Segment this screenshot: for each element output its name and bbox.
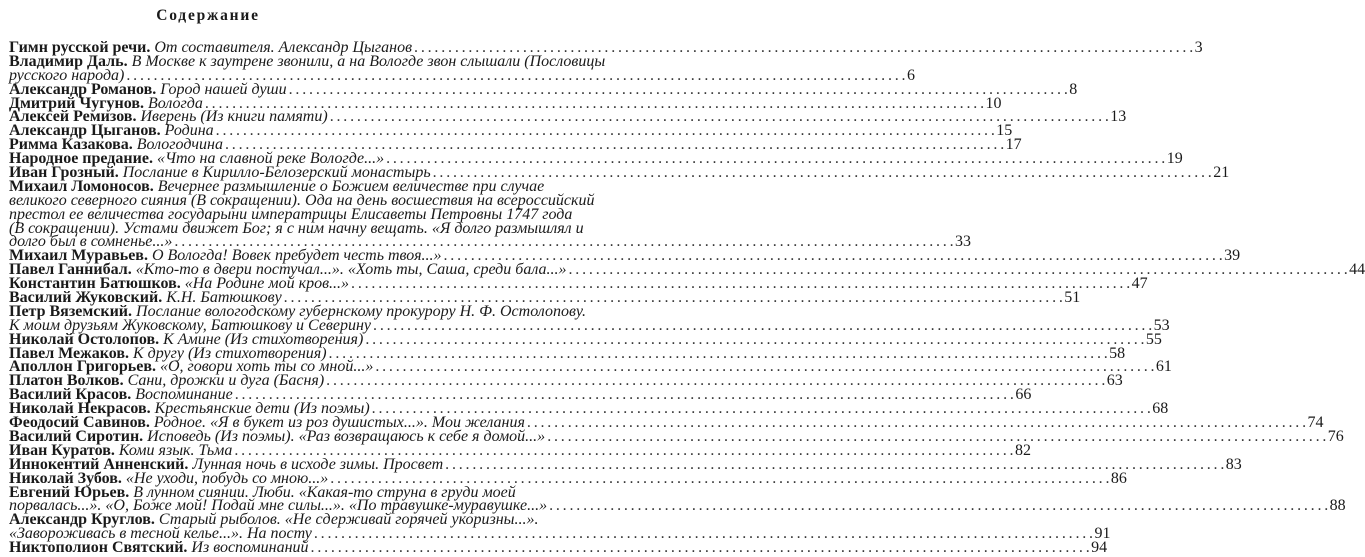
page-number: 91 [1094, 525, 1111, 543]
toc-work-title: . Вологда [139, 94, 203, 112]
toc-line [9, 469, 1127, 487]
toc-author: Александр Цыганов [9, 122, 157, 140]
toc-line [9, 539, 1108, 557]
toc-entry[interactable] [9, 275, 1148, 293]
toc-line [9, 164, 1230, 182]
toc-line [9, 372, 1123, 390]
toc-author: Павел Межаков [9, 344, 126, 362]
toc-line [9, 330, 1162, 348]
toc-work-title: русского народа) [9, 66, 125, 84]
toc-author: Николай Остолопов [9, 330, 156, 348]
toc-work-title: . В Москве к заутрене звонили, а на Вологде звон слышали (Пословицы [123, 52, 606, 70]
toc-work-title: порвалась...». «О, Боже мой! Подай мне силы...». «По травушке-муравушке...» [9, 497, 548, 515]
toc-author: Михаил Ломоносов [9, 177, 150, 195]
page-number: 55 [1145, 330, 1162, 348]
toc-line [9, 80, 1078, 98]
page-number: 17 [1005, 136, 1022, 154]
toc-work-title: . «Не уходи, побудь со мною...» [117, 469, 329, 487]
toc-entry[interactable] [9, 469, 1127, 487]
toc-line [9, 441, 1031, 459]
toc-line [9, 233, 971, 251]
page-number: 61 [1155, 358, 1172, 376]
page-number: 94 [1091, 539, 1108, 557]
toc-author: Александр Романов [9, 80, 153, 98]
toc-entry[interactable] [9, 164, 1230, 182]
page-number: 51 [1064, 289, 1081, 307]
toc-author: Константин Батюшков [9, 275, 177, 293]
toc-line [9, 191, 595, 209]
toc-line [9, 497, 1346, 515]
toc-work-title: (В сокращении). Устами движет Бог; я с ним начну вещать. «Я долго размышлял и [9, 219, 584, 237]
toc-work-title: . Крестьянские дети (Из поэмы) [146, 400, 370, 418]
toc-line [9, 94, 1002, 112]
page-number: 88 [1329, 497, 1346, 515]
dot-leader [433, 164, 1212, 182]
toc-line [9, 219, 584, 237]
toc-author: Николай Зубов [9, 469, 118, 487]
toc-line [9, 316, 1170, 334]
page-number: 21 [1213, 164, 1230, 182]
toc-entry[interactable] [9, 539, 1108, 557]
toc-author: Василий Жуковский [9, 289, 159, 307]
page-number: 76 [1327, 427, 1344, 445]
toc-work-title: К моим друзьям Жуковскому, Батюшкову и Северину [9, 316, 372, 334]
toc-author: Петр Вяземский [9, 302, 129, 320]
toc-entry[interactable] [9, 455, 1242, 473]
toc-work-title: . Вологодчина [128, 136, 223, 154]
toc-entry[interactable] [9, 122, 1013, 140]
toc-work-title: . Сани, дрожки и дуга (Басня) [119, 372, 325, 390]
page-number: 83 [1225, 455, 1242, 473]
page-number: 86 [1110, 469, 1127, 487]
toc-author: Римма Казакова [9, 136, 129, 154]
toc-work-title: «Завороживась в тесной келье...». На посту [9, 525, 312, 543]
page-number: 82 [1014, 441, 1031, 459]
toc-author: Иван Грозный [9, 164, 115, 182]
toc-line [9, 525, 1111, 543]
toc-entry[interactable] [9, 52, 915, 84]
toc-entry[interactable] [9, 247, 1241, 265]
page-number: 3 [1194, 39, 1203, 56]
toc-line [9, 150, 1183, 168]
toc-author: Михаил Муравьев [9, 247, 144, 265]
toc-entry[interactable] [9, 511, 1111, 543]
toc-work-title: престол ее величества государыни императрицы Елисаветы Петровны 1747 года [9, 205, 573, 223]
dot-leader [311, 539, 1090, 557]
toc-work-title: . «Кто-то в двери постучал...». «Хоть ты, Саша, среди бала...» [127, 261, 567, 279]
toc-author: Аполлон Григорьев [9, 358, 152, 376]
toc-author: Евгений Юрьев [9, 483, 126, 501]
toc-entry[interactable] [9, 372, 1123, 390]
toc-author: Александр Круглов [9, 511, 151, 529]
toc-line [9, 247, 1241, 265]
toc-work-title: . Воспоминание [127, 386, 233, 404]
page-number: 74 [1307, 414, 1324, 432]
toc-line [9, 66, 915, 84]
toc-work-title: . «О, говори хоть ты со мной...» [152, 358, 374, 376]
toc-author: Народное предание [9, 150, 149, 168]
page-number: 6 [906, 66, 915, 84]
page-number: 33 [955, 233, 971, 251]
toc-line [9, 483, 516, 501]
toc-entry[interactable] [9, 150, 1183, 168]
toc-entry[interactable] [9, 427, 1344, 445]
toc-author: Иван Куратов [9, 441, 111, 459]
toc-line [9, 455, 1242, 473]
toc-line [9, 344, 1126, 362]
toc-work-title: . К.Н. Батюшкову [158, 289, 282, 307]
toc-entry[interactable] [9, 94, 1002, 112]
toc-line [9, 302, 587, 320]
toc-work-title: . О Вологда! Вовек пребудет честь твоя...» [143, 247, 442, 265]
page-number: 13 [1110, 108, 1127, 126]
page-number: 10 [985, 94, 1002, 112]
toc-entry[interactable] [9, 414, 1324, 432]
toc-work-title: . К Амине (Из стихотворения) [155, 330, 364, 348]
toc-work-title: . В лунном сиянии. Люби. «Какая-то струна в груди моей [125, 483, 516, 501]
toc-entry[interactable] [9, 302, 1170, 334]
toc-work-title: . Лунная ночь в исходе зимы. Просвет [184, 455, 444, 473]
toc-line [9, 52, 606, 70]
toc-line [9, 275, 1148, 293]
page-number: 44 [1349, 261, 1365, 279]
toc-line [9, 414, 1324, 432]
toc-entry[interactable] [9, 177, 971, 251]
toc-work-title: . Город нашей души [152, 80, 287, 98]
toc-line [9, 177, 545, 195]
toc-line [9, 39, 1203, 56]
toc-line [9, 122, 1013, 140]
toc-author: Владимир Даль [9, 52, 124, 70]
toc-work-title: . Родное. «Я в букет из роз душистых...». Мои желания [145, 414, 525, 432]
toc-entry[interactable] [9, 80, 1078, 98]
toc-work-title: . От составителя. Александр Цыганов [146, 39, 413, 56]
toc-entry[interactable] [9, 136, 1022, 154]
page-number: 39 [1224, 247, 1241, 265]
toc-line [9, 386, 1032, 404]
page-title: Содержание [156, 7, 260, 24]
toc-line [9, 289, 1081, 307]
toc-entry[interactable] [9, 400, 1169, 418]
toc-work-title: . «Что на славной реке Вологде...» [148, 150, 385, 168]
page-number: 15 [996, 122, 1013, 140]
toc-author: Иннокентий Анненский [9, 455, 185, 473]
toc-work-title: . Иверень (Из книги памяти) [132, 108, 328, 126]
page-number: 58 [1109, 344, 1126, 362]
toc-author: Павел Ганнибал [9, 261, 128, 279]
toc-work-title: . Вечернее размышление о Божием величестве при случае [149, 177, 545, 195]
toc-work-title: . Старый рыболов. «Не сдерживай горячей укоризны...». [150, 511, 539, 529]
toc-line [9, 358, 1172, 376]
toc-entry[interactable] [9, 441, 1031, 459]
page-number: 66 [1015, 386, 1032, 404]
page-number: 47 [1131, 275, 1148, 293]
toc-line [9, 261, 1365, 279]
toc-work-title: . Родина [156, 122, 214, 140]
toc-line [9, 400, 1169, 418]
toc-entry[interactable] [9, 39, 1203, 56]
dot-leader [549, 497, 1328, 515]
toc-author: Дмитрий Чугунов [9, 94, 140, 112]
page-number: 53 [1153, 316, 1170, 334]
toc-work-title: . Из воспоминаний [183, 539, 309, 557]
page-number: 8 [1069, 80, 1078, 98]
toc-entry[interactable] [9, 289, 1081, 307]
toc-line [9, 108, 1127, 126]
toc-work-title: . Послание вологодскому губернскому прокурору Н. Ф. Остолопову. [128, 302, 587, 320]
page-number: 63 [1106, 372, 1123, 390]
toc-entry[interactable] [9, 344, 1126, 362]
toc-author: Николай Некрасов [9, 400, 147, 418]
toc-work-title: великого северного сияния (В сокращении). Ода на день восшествия на всероссийский [9, 191, 595, 209]
toc-work-title: . Послание в Кирилло-Белозерский монастырь [114, 164, 431, 182]
toc-entry[interactable] [9, 108, 1127, 126]
toc-author: Василий Красов [9, 386, 128, 404]
toc-author: Василий Сиротин [9, 427, 140, 445]
toc-line [9, 511, 539, 529]
toc-line [9, 205, 573, 223]
toc-work-title: долго был в сомненье...» [9, 233, 173, 251]
toc-entry[interactable] [9, 483, 1346, 515]
page-number: 68 [1152, 400, 1169, 418]
toc-work-title: . Исповедь (Из поэмы). «Раз возвращаюсь к себе я домой...» [139, 427, 546, 445]
toc-line [9, 136, 1022, 154]
toc-entry[interactable] [9, 330, 1162, 348]
toc-entry[interactable] [9, 261, 1365, 279]
toc-author: Никтополион Святский [9, 539, 184, 557]
page-number: 19 [1166, 150, 1183, 168]
toc-author: Платон Волков [9, 372, 120, 390]
toc-work-title: . Коми язык. Тьма [110, 441, 233, 459]
toc-work-title: . К другу (Из стихотворения) [125, 344, 327, 362]
table-of-contents [9, 39, 1365, 557]
toc-entry[interactable] [9, 358, 1172, 376]
toc-entry[interactable] [9, 386, 1032, 404]
toc-author: Феодосий Савинов [9, 414, 146, 432]
toc-author: Алексей Ремизов [9, 108, 133, 126]
toc-line [9, 427, 1344, 445]
toc-work-title: . «На Родине мой кров...» [176, 275, 350, 293]
toc-author: Гимн русской речи [9, 39, 147, 56]
